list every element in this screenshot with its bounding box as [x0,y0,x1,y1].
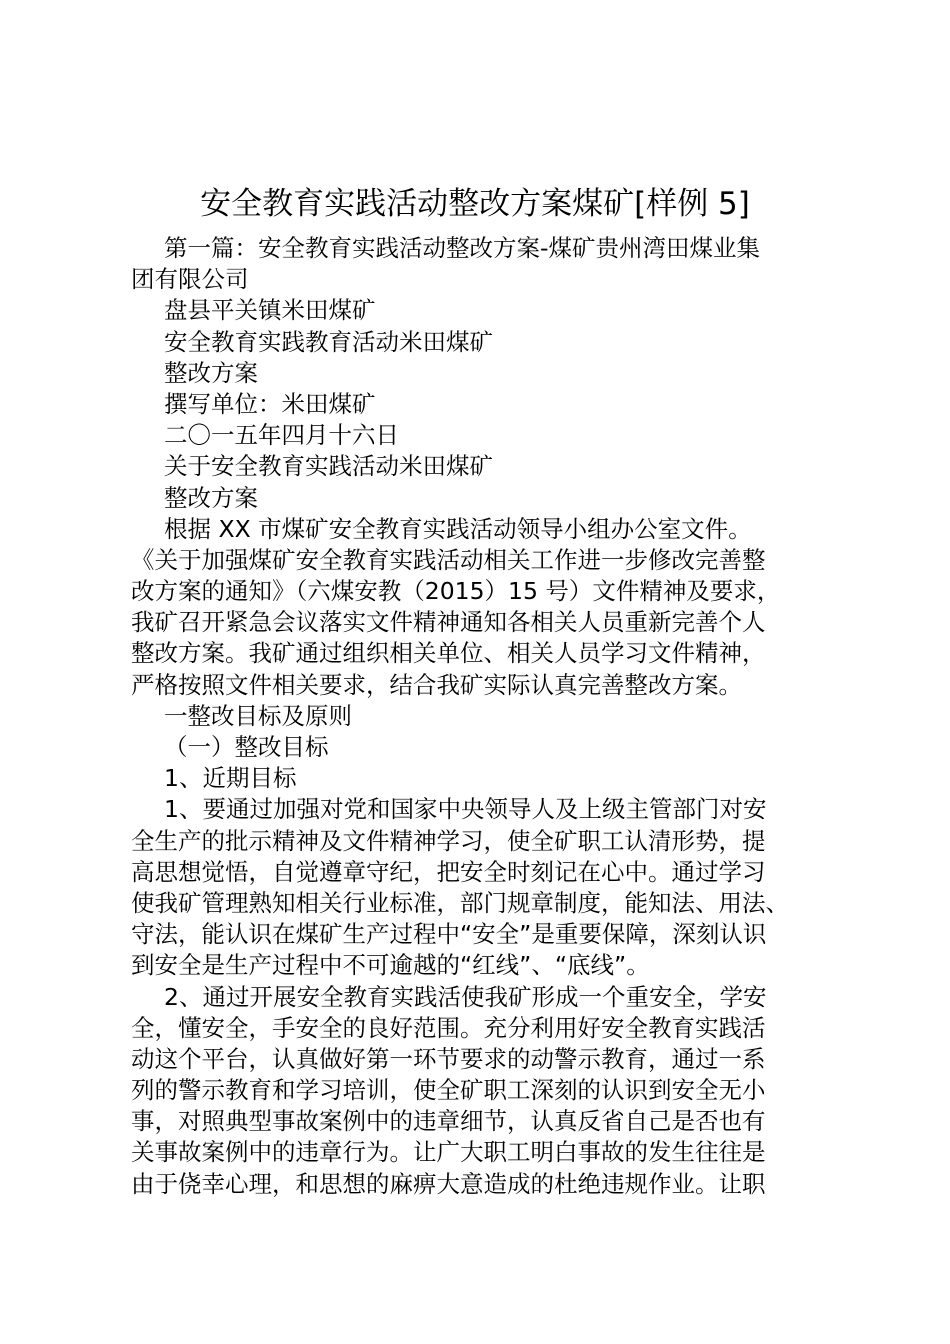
body-line: 整改方案 [164,358,258,387]
body-line: 二〇一五年四月十六日 [164,421,399,450]
body-line: 动这个平台，认真做好第一环节要求的动警示教育，通过一系 [131,1044,766,1073]
document-title: 安全教育实践活动整改方案煤矿[样例 5] [200,186,750,222]
body-line: 改方案的通知》（六煤安教（2015）15 号）文件精神及要求， [131,577,781,606]
body-line: 2、通过开展安全教育实践活使我矿形成一个重安全，学安 [164,982,767,1011]
body-line: （一）整改目标 [164,733,329,761]
body-line: 团有限公司 [131,265,249,294]
body-line: 整改方案 [164,483,258,512]
body-line: 事，对照典型事故案例中的违章细节，认真反省自己是否也有 [131,1107,766,1136]
body-line: 列的警示教育和学习培训，使全矿职工深刻的认识到安全无小 [131,1076,766,1105]
body-line: 我矿召开紧急会议落实文件精神通知各相关人员重新完善个人 [131,608,766,637]
body-line: 守法，能认识在煤矿生产过程中“安全”是重要保障，深刻认识 [131,920,767,949]
document-body [131,233,825,1200]
body-line: 由于侥幸心理，和思想的麻痹大意造成的杜绝违规作业。让职 [131,1169,766,1198]
body-line: 整改方案。我矿通过组织相关单位、相关人员学习文件精神， [131,639,766,668]
body-line: 严格按照文件相关要求，结合我矿实际认真完善整改方案。 [131,670,742,699]
body-line: 全，懂安全，手安全的良好范围。充分利用好安全教育实践活 [131,1013,766,1042]
body-line: 关于安全教育实践活动米田煤矿 [164,452,493,481]
body-line: 安全教育实践教育活动米田煤矿 [164,327,493,356]
body-line: 《关于加强煤矿安全教育实践活动相关工作进一步修改完善整 [131,545,766,574]
body-line: 第一篇：安全教育实践活动整改方案-煤矿贵州湾田煤业集 [164,234,760,262]
body-line: 1、要通过加强对党和国家中央领导人及上级主管部门对安 [164,795,767,824]
body-line: 盘县平关镇米田煤矿 [164,296,376,325]
body-line: 1、近期目标 [164,764,297,793]
body-line: 到安全是生产过程中不可逾越的“红线”、“底线”。 [131,951,650,980]
body-line: 高思想觉悟，自觉遵章守纪，把安全时刻记在心中。通过学习 [131,857,766,886]
body-line: 根据 XX 市煤矿安全教育实践活动领导小组办公室文件。 [164,514,752,543]
body-line: 全生产的批示精神及文件精神学习，使全矿职工认清形势，提 [131,826,766,855]
body-line: 关事故案例中的违章行为。让广大职工明白事故的发生往往是 [131,1138,766,1167]
body-line: 一整改目标及原则 [164,701,352,730]
body-line: 使我矿管理熟知相关行业标准，部门规章制度，能知法、用法、 [131,888,789,917]
body-line: 撰写单位：米田煤矿 [164,389,376,418]
